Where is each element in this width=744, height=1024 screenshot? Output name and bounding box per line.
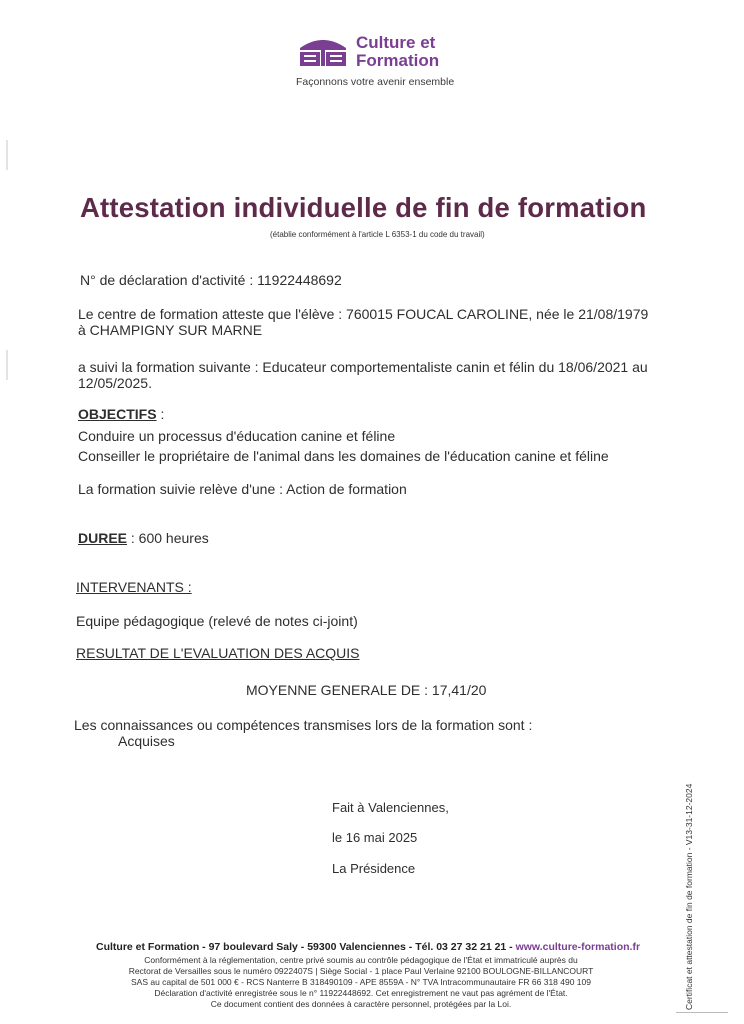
duree-label: DUREE [78,530,128,546]
footer-legal-line-1: Conformément à la réglementation, centre privé soumis au contrôle pédagogique de l'État et immatriculé auprès du [144,955,578,965]
document-title: Attestation individuelle de fin de formation [80,192,647,223]
side-version-note: Certificat et attestation de fin de formation - V13-31-12-2024 [684,783,694,1010]
footer-address [96,941,640,953]
competences-line: Les connaissances ou compétences transmises lors de la formation sont : [74,717,533,733]
declaration-number: N° de déclaration d'activité : 11922448692 [80,272,342,288]
moyenne-generale: MOYENNE GENERALE DE : 17,41/20 [246,682,487,698]
scan-mark-left-2 [6,350,8,380]
signature-date: le 16 mai 2025 [332,830,418,845]
document-subtitle: (établie conformément à l'article L 6353-1 du code du travail) [270,230,485,239]
scan-mark-left-1 [6,140,8,170]
culture-formation-logo-icon [296,34,350,68]
footer-legal-line-3: SAS au capital de 501 000 € - RCS Nanterre B 318490109 - APE 8559A - N° TVA Intracommunautaire FR 66 318 490 109 [130,977,591,987]
formation-line-1: a suivi la formation suivante : Educateur comportementaliste canin et félin du 18/06/2021 au [78,359,648,375]
logo-name [356,34,439,70]
attestation-line-1: Le centre de formation atteste que l'élève : 760015 FOUCAL CAROLINE, née le 21/08/1979 [78,306,649,322]
objectifs-colon: : [156,406,165,422]
duree-value: : 600 heures [127,530,209,546]
action-line: La formation suivie relève d'une : Action de formation [78,481,407,497]
objectif-item-2: Conseiller le propriétaire de l'animal dans les domaines de l'éducation canine et féline [78,448,609,464]
footer-legal-line-2: Rectorat de Versailles sous le numéro 0922407S | Siège Social - 1 place Paul Verlaine 92100 BOULOGNE-BILLANCOURT [128,966,594,976]
competences-value: Acquises [118,733,175,749]
duree-line [78,530,209,546]
logo-name-line2: Formation [356,51,440,70]
objectifs-heading [78,406,164,422]
footer-legal-line-5: Ce document contient des données à caractère personnel, protégées par la Loi. [210,999,512,1009]
signature-place: Fait à Valenciennes, [332,800,449,815]
logo-name-line1: Culture et [356,33,436,52]
signatory: La Présidence [332,861,416,876]
intervenants-value: Equipe pédagogique (relevé de notes ci-joint) [76,613,358,629]
footer-address-text: Culture et Formation - 97 boulevard Saly - 59300 Valenciennes - Tél. 03 27 32 21 21 - [96,941,516,953]
logo-tagline: Façonnons votre avenir ensemble [296,76,455,88]
objectifs-label: OBJECTIFS [78,406,157,422]
intervenants-heading [76,579,192,595]
objectif-item-1: Conduire un processus d'éducation canine et féline [78,428,396,444]
intervenants-label: INTERVENANTS : [76,579,192,595]
resultat-heading: RESULTAT DE L'EVALUATION DES ACQUIS [76,645,360,661]
footer-website-link[interactable]: www.culture-formation.fr [515,941,641,953]
side-note-rule [676,1012,728,1013]
attestation-line-2: à CHAMPIGNY SUR MARNE [78,322,263,338]
formation-line-2: 12/05/2025. [78,375,152,391]
footer-legal-line-4: Déclaration d'activité enregistrée sous le n° 11922448692. Cet enregistrement ne vaut pas agrément de l'État. [154,988,568,998]
logo [296,32,466,92]
